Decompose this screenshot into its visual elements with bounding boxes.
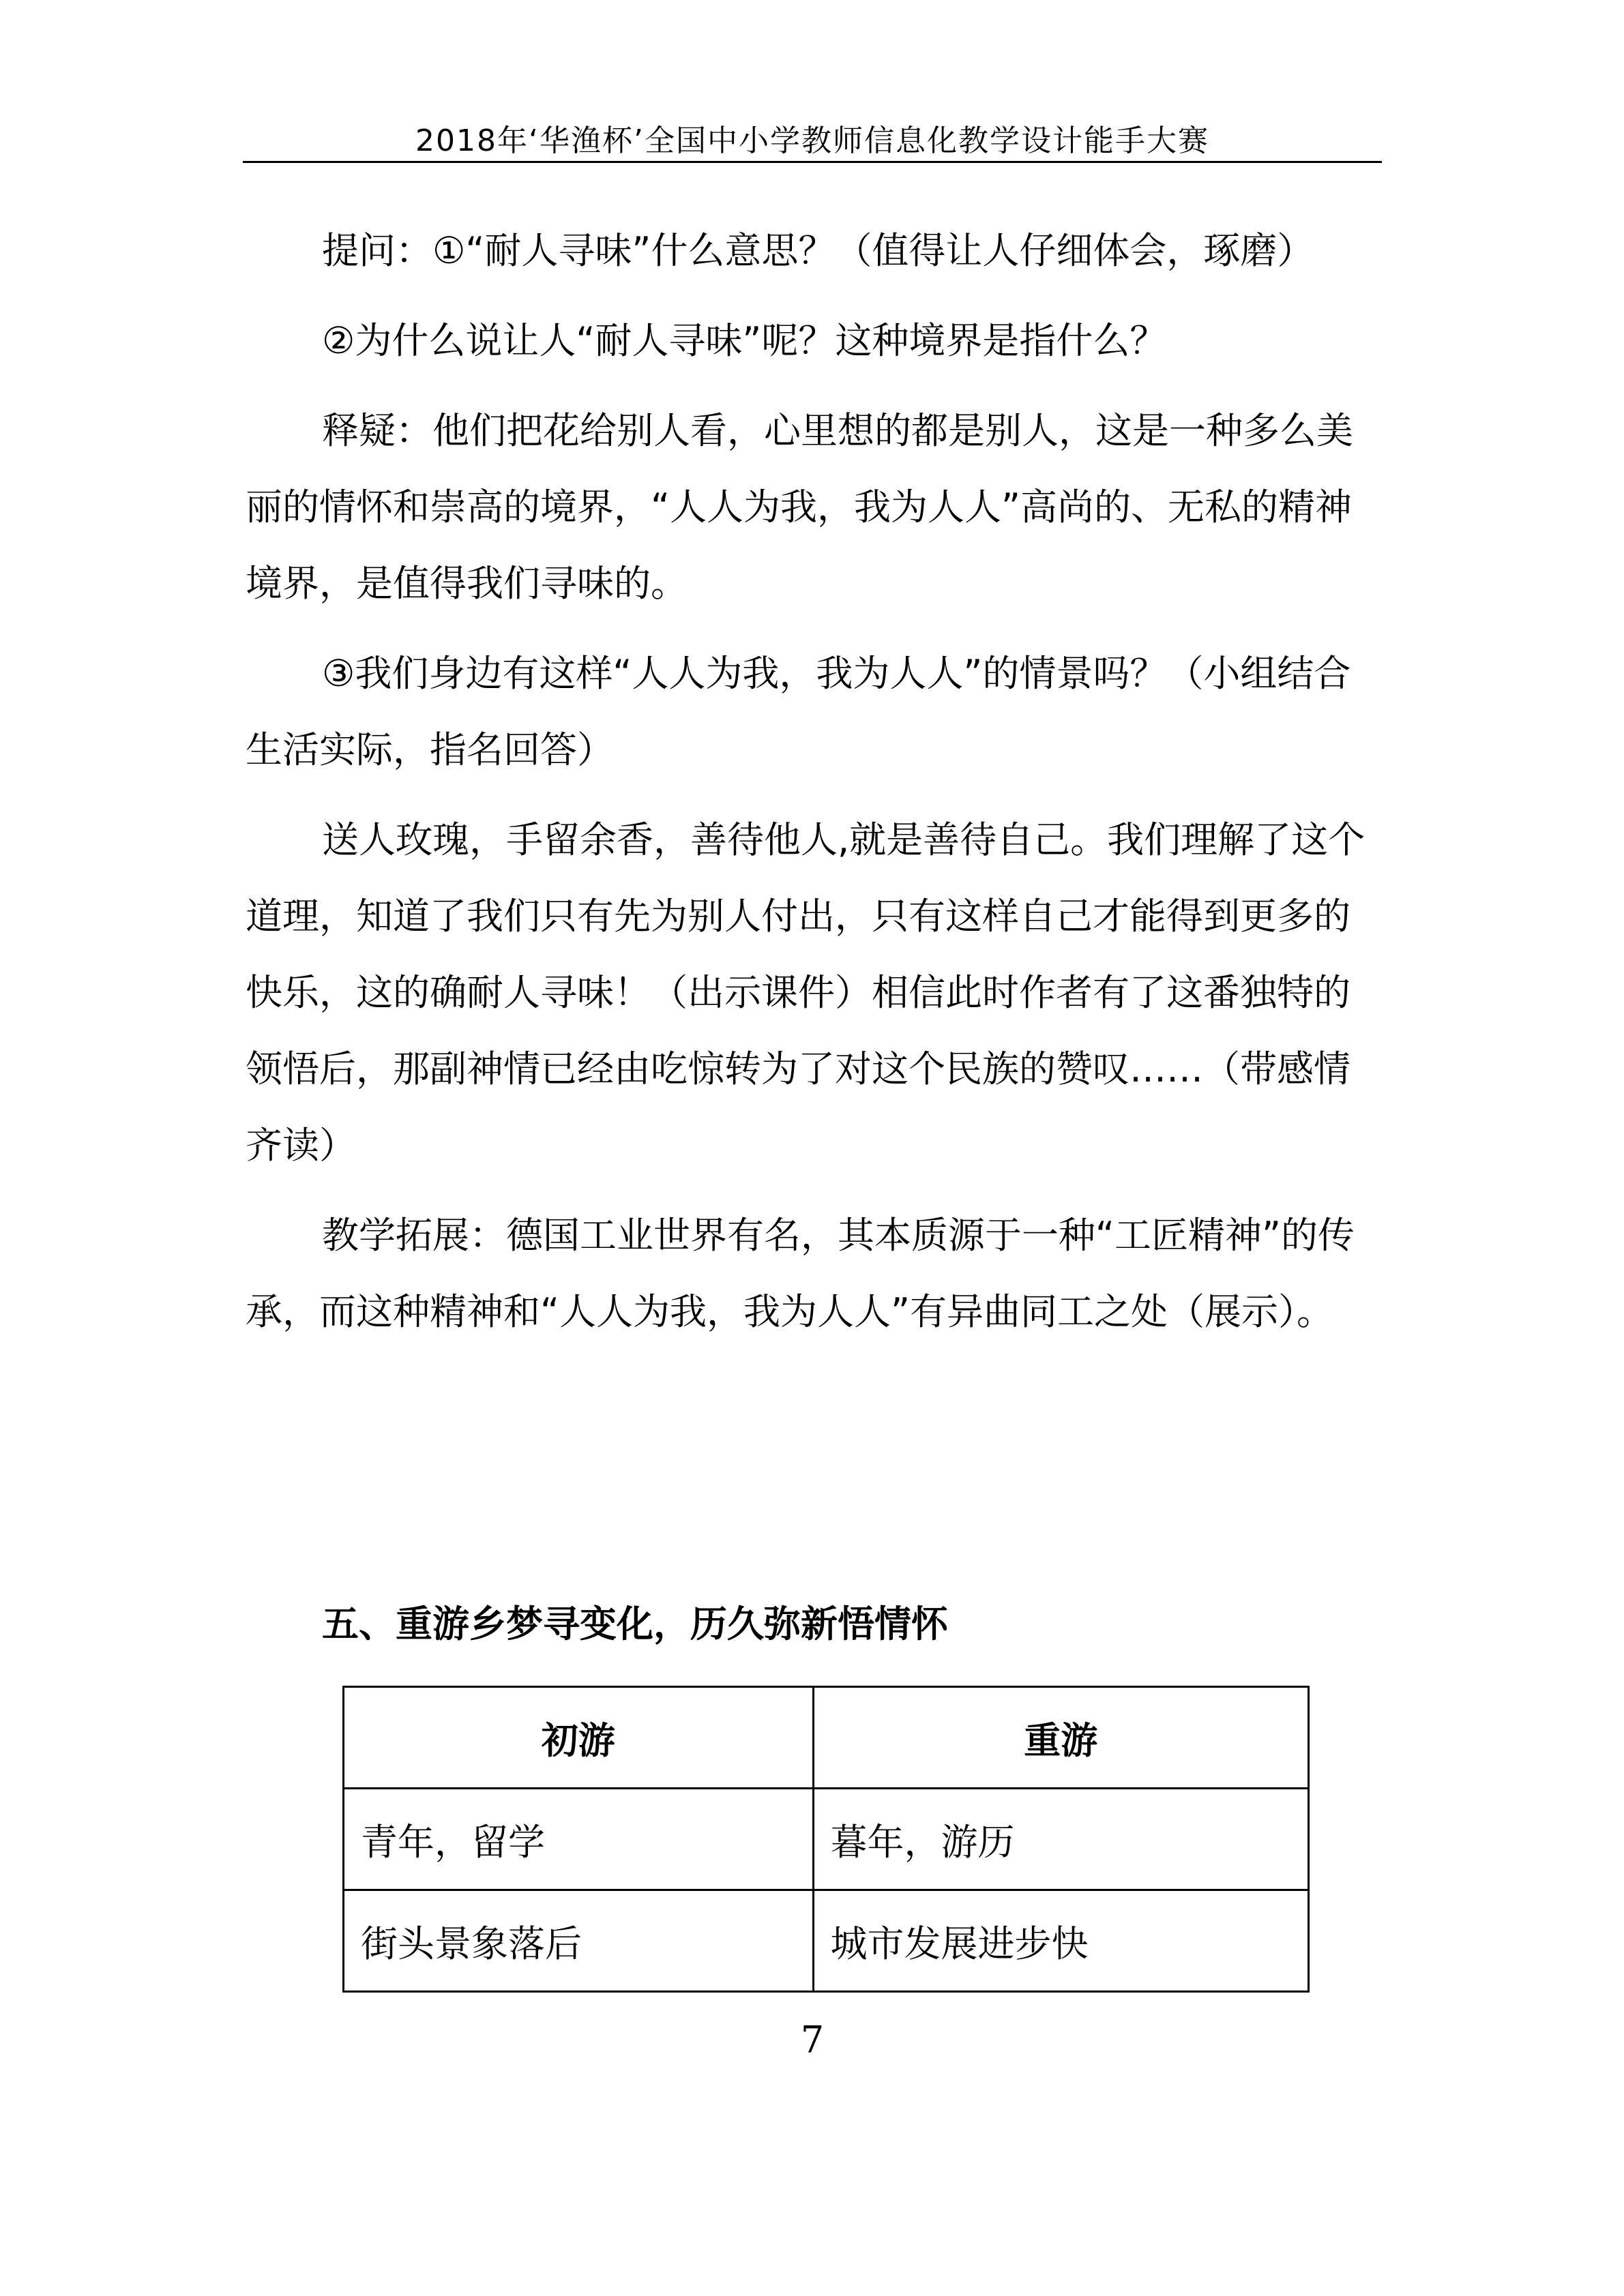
table-row [344, 1890, 1309, 1992]
comparison-table [342, 1686, 1310, 1993]
table-cell: 青年，留学 [344, 1789, 814, 1890]
table-cell: 街头景象落后 [344, 1890, 814, 1992]
section-heading: 五、重游乡梦寻变化，历久弥新悟情怀 [322, 1602, 948, 1645]
table-row [344, 1789, 1309, 1890]
header-divider [243, 161, 1382, 163]
body-text [246, 213, 1378, 1350]
table-header-cell: 重游 [813, 1687, 1308, 1789]
table-header-row [344, 1687, 1309, 1789]
paragraph-extension: 教学拓展：德国工业世界有名，其本质源于一种“工匠精神”的传承，而这种精神和“人人为我，我为人人”有异曲同工之处（展示）。 [246, 1214, 1355, 1333]
paragraph-question-2: ②为什么说让人“耐人寻味”呢？这种境界是指什么？ [322, 319, 1167, 362]
paragraph-summary: 送人玫瑰，手留余香，善待他人,就是善待自己。我们理解了这个道理，知道了我们只有先为别人付出，只有这样自己才能得到更多的快乐，这的确耐人寻味！（出示课件）相信此时作者有了这番独特的领悟后，那副神情已经由吃惊转为了对这个民族的赞叹……（带感情齐读） [246, 818, 1365, 1167]
page-number: 7 [800, 2018, 825, 2061]
paragraph-question-1: 提问：①“耐人寻味”什么意思？（值得让人仔细体会，琢磨） [322, 229, 1314, 272]
table-cell: 暮年，游历 [813, 1789, 1308, 1890]
page-header: 2018年‘华渔杯’全国中小学教师信息化教学设计能手大赛 [415, 123, 1209, 158]
paragraph-question-3: ③我们身边有这样“人人为我，我为人人”的情景吗？（小组结合生活实际，指名回答） [246, 652, 1351, 771]
table-header-cell: 初游 [344, 1687, 814, 1789]
table-cell: 城市发展进步快 [813, 1890, 1308, 1992]
paragraph-explanation: 释疑：他们把花给别人看，心里想的都是别人，这是一种多么美丽的情怀和崇高的境界，“人人为我，我为人人”高尚的、无私的精神境界，是值得我们寻味的。 [246, 409, 1353, 605]
